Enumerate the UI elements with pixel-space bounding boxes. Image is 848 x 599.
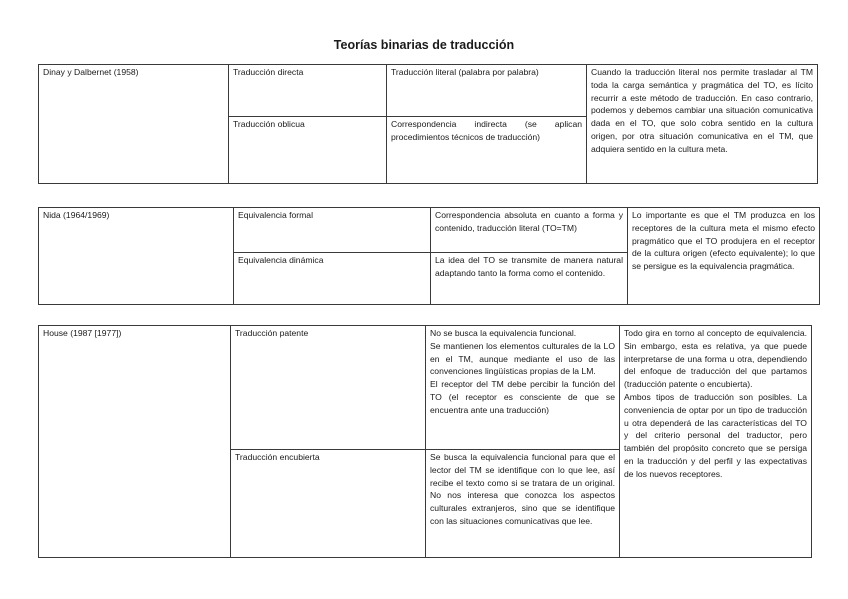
definition-paragraph: Se mantienen los elementos culturales de la LO en el TM, aunque mediante el uso de las convenciones lingüísticas propias de la LM. (430, 340, 615, 377)
comment-cell: Cuando la traducción literal nos permite trasladar al TM toda la carga semántica y pragmática del TO, es lícito recurrir a este método de traducción. En caso contrario, podemos y debemos cambiar una situación comunicativa dada en el TO, que solo cobra sentido en la cultura origen, por otra situación comunicativa en el TM, que adquiera sentido en la cultura meta. (587, 65, 818, 184)
author-cell: Nida (1964/1969) (39, 208, 234, 305)
theory-table-vinay-darbelnet (38, 64, 818, 184)
definition-cell (426, 326, 620, 450)
translation-type-cell: Equivalencia formal (234, 208, 431, 253)
definition-paragraph: No se busca la equivalencia funcional. (430, 328, 577, 338)
translation-type-cell: Equivalencia dinámica (234, 253, 431, 305)
definition-cell: Correspondencia absoluta en cuanto a forma y contenido, traducción literal (TO=TM) (431, 208, 628, 253)
comment-cell: Lo importante es que el TM produzca en los receptores de la cultura meta el mismo efecto pragmático que el TO produjera en el receptor de la cultura origen (efecto equivalente); lo que se persigue es la equivalencia pragmática. (628, 208, 820, 305)
definition-cell (426, 450, 620, 558)
translation-type-cell: Traducción patente (231, 326, 426, 450)
author-cell: House (1987 [1977]) (39, 326, 231, 558)
theory-table-nida (38, 207, 820, 305)
definition-paragraph: El receptor del TM debe percibir la función del TO (el receptor es consciente de que se encuentra ante una traducción) (430, 379, 615, 415)
definition-cell: La idea del TO se transmite de manera natural adaptando tanto la forma como el contenido. (431, 253, 628, 305)
definition-paragraph: Se busca la equivalencia funcional para que el lector del TM se identifique con lo que lee, así recibe el texto como si se tratara de un original. No nos interesa que conozca los aspectos culturales extranjeros, sino que se identifique con las situaciones comunicativas que lee. (430, 452, 615, 526)
comment-paragraph: Todo gira en torno al concepto de equivalencia. Sin embargo, esta es relativa, ya que puede interpretarse de una forma u otra, dependiendo del enfoque de traducción del que partamos (traducción patente o encubierta). (624, 328, 807, 390)
definition-cell: Correspondencia indirecta (se aplican procedimientos técnicos de traducción) (387, 117, 587, 184)
translation-type-cell: Traducción directa (229, 65, 387, 117)
comment-cell (620, 326, 812, 558)
translation-type-cell: Traducción encubierta (231, 450, 426, 558)
comment-paragraph: Ambos tipos de traducción son posibles. La conveniencia de optar por un tipo de traducción u otra dependerá de las características del TO y del criterio personal del traductor, pero también del propósito concreto que se persiga en la traducción y del perfil y las expectativas de los nuevos receptores. (624, 391, 807, 479)
theory-table-house (38, 325, 812, 558)
translation-type-cell: Traducción oblicua (229, 117, 387, 184)
page-title: Teorías binarias de traducción (333, 38, 515, 52)
author-cell: Dinay y Dalbernet (1958) (39, 65, 229, 184)
definition-cell: Traducción literal (palabra por palabra) (387, 65, 587, 117)
